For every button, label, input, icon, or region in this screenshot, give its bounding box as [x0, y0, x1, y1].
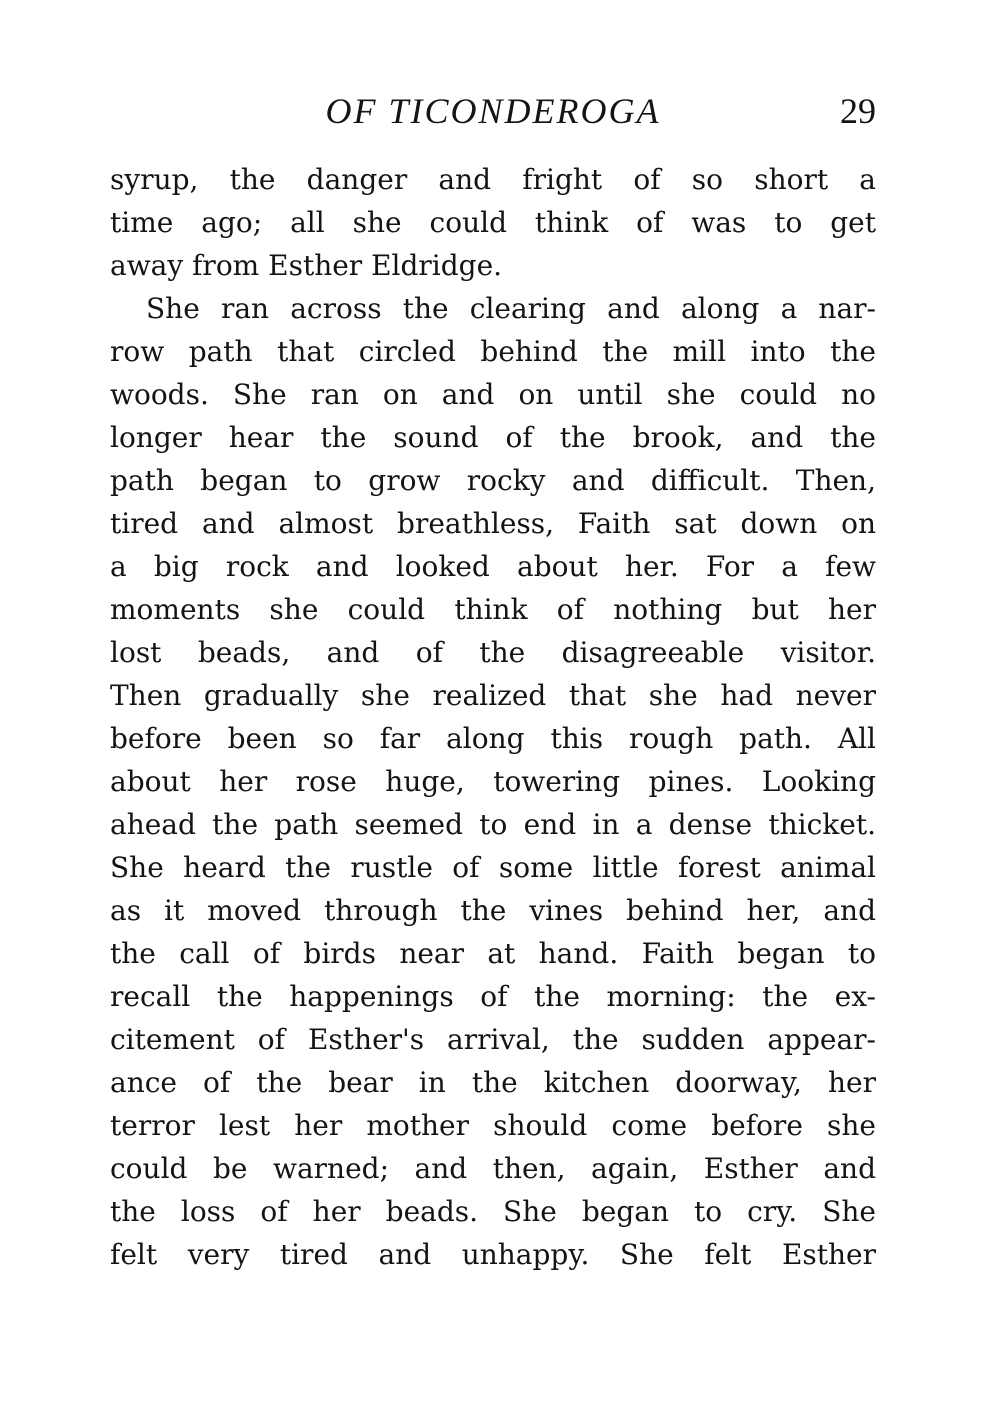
text-line: as it moved through the vines behind her, and	[110, 894, 876, 927]
body-text	[110, 158, 876, 1276]
text-line: lost beads, and of the disagreeable visitor.	[110, 636, 876, 669]
text-line: ance of the bear in the kitchen doorway, her	[110, 1066, 876, 1099]
text-line: Then gradually she realized that she had never	[110, 679, 876, 712]
text-line: the call of birds near at hand. Faith began to	[110, 937, 876, 970]
running-head	[110, 88, 876, 134]
text-line: She heard the rustle of some little forest animal	[110, 851, 876, 884]
text-line: before been so far along this rough path. All	[110, 722, 876, 755]
text-line: could be warned; and then, again, Esther and	[110, 1152, 876, 1185]
text-line: longer hear the sound of the brook, and the	[110, 421, 876, 454]
text-line: woods. She ran on and on until she could no	[110, 378, 876, 411]
running-title: OF TICONDEROGA	[325, 91, 661, 131]
page-number: 29	[840, 91, 876, 131]
text-line: felt very tired and unhappy. She felt Esther	[110, 1238, 876, 1271]
text-line: time ago; all she could think of was to get	[110, 206, 876, 239]
text-line: ahead the path seemed to end in a dense thicket.	[110, 808, 876, 841]
text-line: row path that circled behind the mill into the	[110, 335, 876, 368]
text-line: path began to grow rocky and difficult. Then,	[110, 464, 876, 497]
text-line: a big rock and looked about her. For a few	[110, 550, 876, 583]
text-line: moments she could think of nothing but her	[110, 593, 876, 626]
text-line: She ran across the clearing and along a nar-	[146, 292, 876, 325]
text-line: citement of Esther's arrival, the sudden appear-	[110, 1023, 876, 1056]
text-line: terror lest her mother should come before she	[110, 1109, 876, 1142]
text-line: away from Esther Eldridge.	[110, 249, 503, 282]
text-line: the loss of her beads. She began to cry. She	[110, 1195, 876, 1228]
text-line: syrup, the danger and fright of so short a	[110, 163, 876, 196]
text-line: about her rose huge, towering pines. Looking	[110, 765, 876, 798]
text-line: recall the happenings of the morning: the ex-	[110, 980, 876, 1013]
text-line: tired and almost breathless, Faith sat down on	[110, 507, 876, 540]
